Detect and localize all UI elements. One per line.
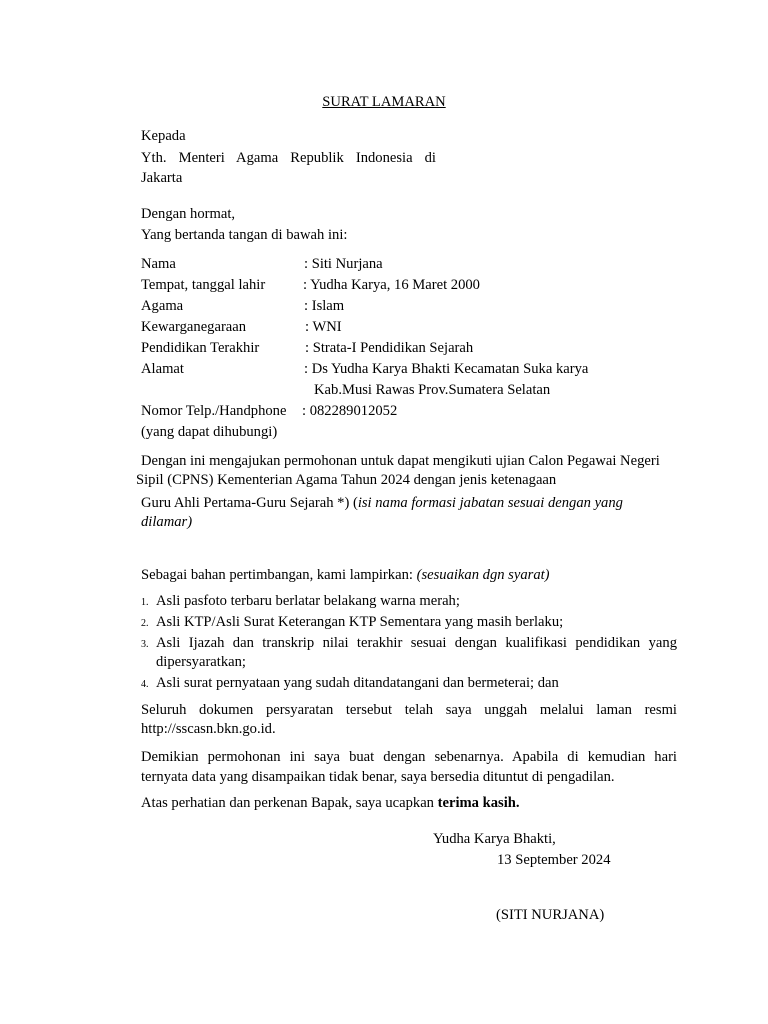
- attachments-intro-text: Sebagai bahan pertimbangan, kami lampirkan:: [141, 567, 417, 583]
- field-value-alamat-line-2: Kab.Musi Rawas Prov.Sumatera Selatan: [314, 382, 551, 398]
- greeting: Dengan hormat,: [141, 206, 236, 222]
- application-position-note-line-2: dilamar): [141, 514, 193, 530]
- signature-place: Yudha Karya Bhakti,: [433, 831, 556, 847]
- thanks-bold: terima kasih.: [437, 795, 520, 811]
- field-label-kewarganegaraan: Kewarganegaraan: [141, 319, 247, 335]
- field-label-pendidikan: Pendidikan Terakhir: [141, 340, 260, 356]
- closing-line-1: Demikian permohonan ini saya buat dengan sebenarnya. Apabila di kemudian hari: [141, 749, 677, 765]
- field-label-telepon-note: (yang dapat dihubungi): [141, 424, 278, 440]
- field-label-agama: Agama: [141, 298, 184, 314]
- application-position-note: isi nama formasi jabatan sesuai dengan yang: [357, 495, 623, 511]
- closing-line-2: ternyata data yang disampaikan tidak benar, saya bersedia dituntut di pengadilan.: [141, 769, 615, 785]
- list-item-number: 4.: [141, 679, 149, 690]
- upload-line-1: Seluruh dokumen persyaratan tersebut telah saya unggah melalui laman resmi: [141, 702, 677, 718]
- list-item: Asli pasfoto terbaru berlatar belakang warna merah;: [156, 593, 460, 609]
- field-label-nama: Nama: [141, 256, 176, 272]
- application-line-3: [141, 495, 623, 512]
- list-item-number: 1.: [141, 597, 149, 608]
- intro: Yang bertanda tangan di bawah ini:: [141, 227, 348, 243]
- field-value-agama: : Islam: [304, 298, 345, 314]
- thanks-line: [141, 795, 520, 812]
- thanks-text: Atas perhatian dan perkenan Bapak, saya ucapkan: [141, 795, 438, 811]
- letter-title: SURAT LAMARAN: [322, 94, 446, 110]
- signature-name: (SITI NURJANA): [496, 907, 605, 923]
- recipient-line-2: Jakarta: [141, 170, 183, 186]
- recipient-line-1: Yth. Menteri Agama Republik Indonesia di: [141, 150, 436, 166]
- field-label-telepon: Nomor Telp./Handphone: [141, 403, 287, 419]
- list-item: Asli Ijazah dan transkrip nilai terakhir sesuai dengan kualifikasi pendidikan yang: [156, 635, 677, 651]
- signature-date: 13 September 2024: [497, 852, 611, 868]
- field-value-nama: : Siti Nurjana: [304, 256, 383, 272]
- field-value-telepon: : 082289012052: [302, 403, 398, 419]
- application-position: Guru Ahli Pertama-Guru Sejarah *) (: [141, 495, 358, 511]
- application-line-1: Dengan ini mengajukan permohonan untuk dapat mengikuti ujian Calon Pegawai Negeri: [141, 453, 660, 469]
- field-label-ttl: Tempat, tanggal lahir: [141, 277, 266, 293]
- list-item-number: 2.: [141, 618, 149, 629]
- list-item: Asli KTP/Asli Surat Keterangan KTP Sementara yang masih berlaku;: [156, 614, 564, 630]
- application-line-2: Sipil (CPNS) Kementerian Agama Tahun 2024 dengan jenis ketenagaan: [136, 472, 557, 488]
- field-value-alamat: : Ds Yudha Karya Bhakti Kecamatan Suka karya: [304, 361, 589, 377]
- list-item-continuation: dipersyaratkan;: [156, 654, 246, 670]
- attachments-intro-note: (sesuaikan dgn syarat): [416, 567, 550, 583]
- list-item: Asli surat pernyataan yang sudah ditandatangani dan bermeterai; dan: [156, 675, 559, 691]
- field-label-alamat: Alamat: [141, 361, 184, 377]
- field-value-ttl: : Yudha Karya, 16 Maret 2000: [303, 277, 480, 293]
- field-value-kewarganegaraan: : WNI: [305, 319, 342, 335]
- upload-line-2: http://sscasn.bkn.go.id.: [141, 721, 276, 737]
- attachments-intro: [141, 567, 550, 584]
- recipient-kepada: Kepada: [141, 128, 186, 144]
- field-value-pendidikan: : Strata-I Pendidikan Sejarah: [305, 340, 474, 356]
- list-item-number: 3.: [141, 639, 149, 650]
